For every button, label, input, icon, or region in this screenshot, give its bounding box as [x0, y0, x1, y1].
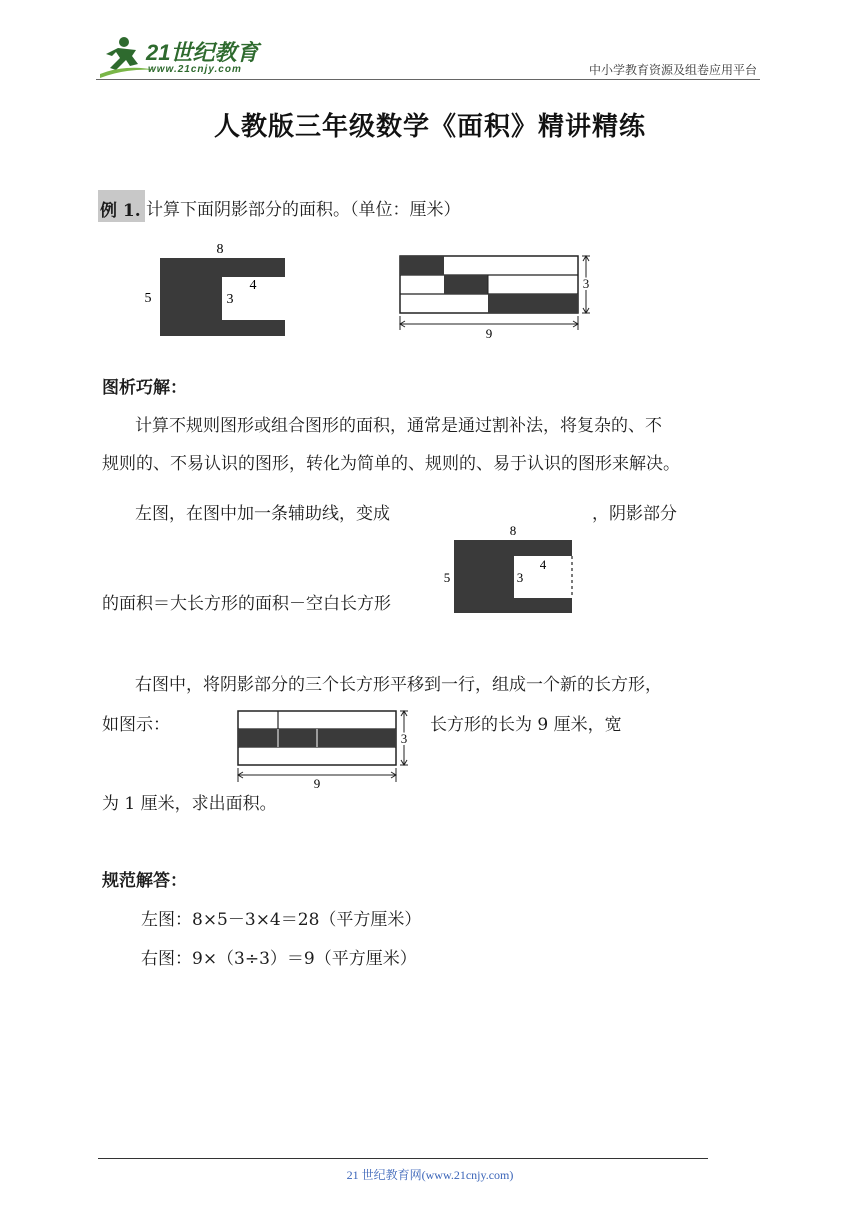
analysis-paragraph-3-mid: 长方形的长为 9 厘米，宽 — [430, 715, 622, 735]
header-tagline: 中小学教育资源及组卷应用平台 — [588, 63, 757, 77]
answer-left-figure: 左图：8×5－3×4＝28（平方厘米） — [141, 910, 422, 930]
c-shape-figure — [140, 238, 300, 342]
logo-url-text: www.21cnjy.com — [148, 64, 242, 75]
example-label: 例 1. — [98, 190, 145, 222]
label-width: 9 — [485, 326, 493, 341]
fig2-label-inner-width: 4 — [539, 557, 547, 572]
example-question: 计算下面阴影部分的面积。（单位：厘米） — [146, 200, 461, 220]
analysis-paragraph-3-end: 为 1 厘米，求出面积。 — [102, 794, 277, 814]
analysis-paragraph-2-mid: ，阴影部分 — [592, 504, 677, 524]
header-divider — [96, 79, 760, 80]
answer-right-figure: 右图：9×（3÷3）＝9（平方厘米） — [141, 949, 417, 969]
analysis-paragraph-2-start: 左图，在图中加一条辅助线，变成 — [135, 504, 390, 524]
fig3-label-height: 3 — [400, 731, 408, 746]
label-inner-width: 4 — [249, 278, 257, 293]
label-inner-height: 3 — [226, 292, 234, 307]
fig3-label-width: 9 — [313, 776, 321, 790]
analysis-paragraph-1-line-2: 规则的、不易认识的图形，转化为简单的、规则的、易于认识的图形来解决。 — [102, 454, 680, 474]
label-left-height: 5 — [144, 291, 152, 306]
fig2-label-top: 8 — [509, 523, 517, 538]
analysis-paragraph-3-line-1: 右图中，将阴影部分的三个长方形平移到一行，组成一个新的长方形， — [135, 675, 662, 695]
analysis-heading: 图析巧解： — [102, 378, 187, 398]
fig2-label-left: 5 — [443, 570, 451, 585]
strips-figure — [396, 250, 606, 342]
footer-link[interactable]: 21 世纪教育网(www.21cnjy.com) — [346, 1168, 514, 1182]
analysis-paragraph-1-line-1: 计算不规则图形或组合图形的面积，通常是通过割补法，将复杂的、不 — [135, 416, 662, 436]
label-top-width: 8 — [216, 242, 224, 257]
page-title: 人教版三年级数学《面积》精讲精练 — [213, 112, 646, 142]
answer-heading: 规范解答： — [102, 871, 187, 891]
footer-divider — [98, 1158, 708, 1159]
fig2-label-inner-height: 3 — [516, 570, 524, 585]
auxiliary-line-figure — [440, 522, 580, 616]
analysis-paragraph-3-start: 如图示： — [102, 715, 170, 735]
analysis-paragraph-2-end: 的面积＝大长方形的面积－空白长方形 — [102, 594, 391, 614]
merged-strips-figure — [234, 706, 430, 790]
label-height: 3 — [582, 276, 590, 291]
logo-brand-text: 21世纪教育 — [146, 40, 259, 65]
